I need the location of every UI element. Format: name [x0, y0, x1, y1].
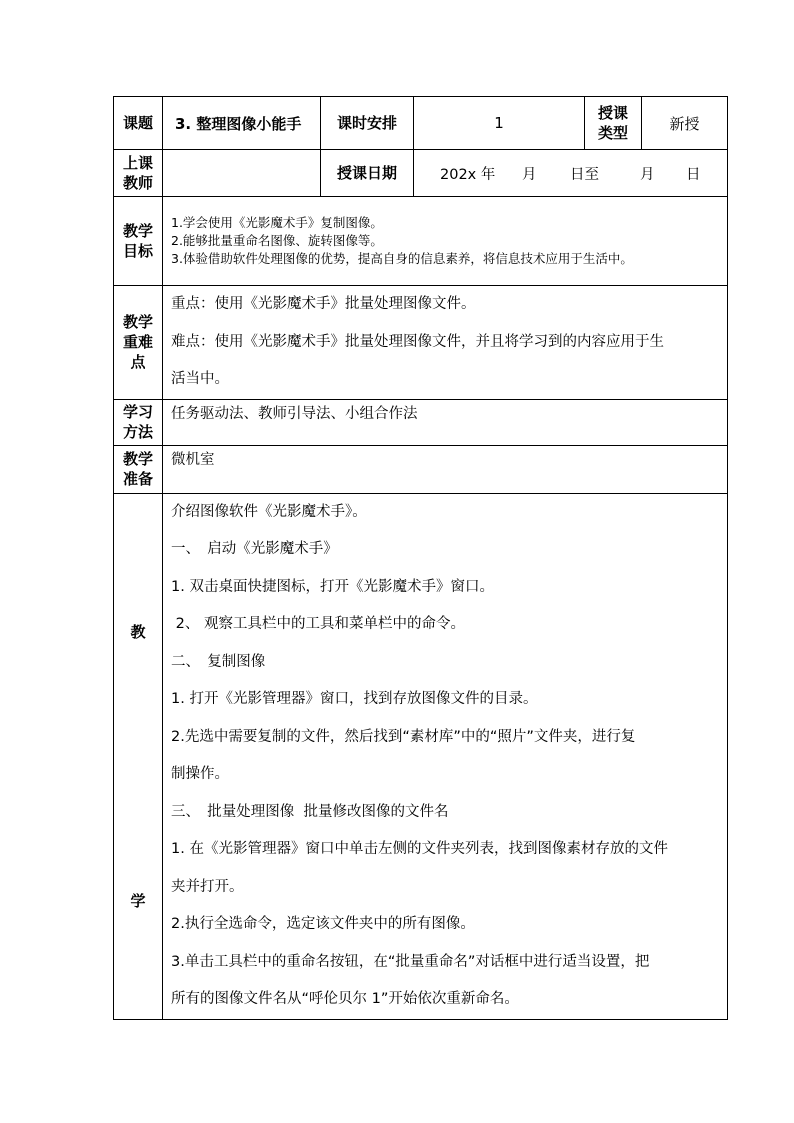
process-content: [163, 493, 728, 1019]
hours-value: 1: [414, 97, 585, 150]
prep-label: 教学准备: [114, 445, 163, 493]
process-line: 三、 批量处理图像 批量修改图像的文件名: [171, 803, 449, 820]
date-day-2: 日: [686, 166, 701, 183]
date-year: 202x 年: [440, 166, 496, 183]
process-row: [114, 493, 728, 1019]
prep-value: 微机室: [163, 445, 728, 493]
type-label: 授课类型: [585, 97, 642, 150]
key-points-label: 教学重难点: [114, 286, 163, 400]
process-line: 1. 在《光影管理器》窗口中单击左侧的文件夹列表，找到图像素材存放的文件: [171, 841, 668, 857]
key-points-row: [114, 286, 728, 400]
process-line: 制操作。: [171, 766, 229, 782]
key-point-line: 难点：使用《光影魔术手》批量处理图像文件，并且将学习到的内容应用于生: [171, 333, 664, 350]
teacher-value: [163, 150, 321, 197]
key-point-line: 活当中。: [171, 371, 229, 387]
goals-row: [114, 197, 728, 286]
method-row: [114, 399, 728, 445]
method-value: 任务驱动法、教师引导法、小组合作法: [163, 399, 728, 445]
process-line: 二、 复制图像: [171, 653, 266, 670]
goals-label: 教学目标: [114, 197, 163, 286]
process-label-bottom: 学: [130, 891, 146, 910]
goal-item: 1.学会使用《光影魔术手》复制图像。: [171, 215, 383, 230]
process-label-top: 教: [130, 622, 146, 641]
process-line: 2、 观察工具栏中的工具和菜单栏中的命令。: [171, 616, 465, 632]
process-label: [114, 493, 163, 1019]
process-line: 3.单击工具栏中的重命名按钮，在“批量重命名”对话框中进行适当设置，把: [171, 953, 650, 970]
process-line: 1. 打开《光影管理器》窗口，找到存放图像文件的目录。: [171, 691, 538, 707]
teacher-row: [114, 150, 728, 197]
prep-row: [114, 445, 728, 493]
goals-content: [163, 197, 728, 286]
process-line: 2.执行全选命令，选定该文件夹中的所有图像。: [171, 916, 475, 932]
method-label: 学习方法: [114, 399, 163, 445]
process-line: 1. 双击桌面快捷图标，打开《光影魔术手》窗口。: [171, 578, 494, 595]
date-label: 授课日期: [321, 150, 414, 197]
date-value: [414, 150, 728, 197]
process-line: 所有的图像文件名从“呼伦贝尔 1”开始依次重新命名。: [171, 991, 519, 1007]
topic-label: 课题: [114, 97, 163, 150]
teacher-label: 上课教师: [114, 150, 163, 197]
date-month-1: 月: [522, 166, 537, 183]
lesson-plan-table: [113, 96, 728, 1020]
goal-item: 3.体验借助软件处理图像的优势，提高自身的信息素养，将信息技术应用于生活中。: [171, 251, 633, 266]
date-month-2: 月: [640, 166, 655, 183]
date-day-to: 日至: [570, 166, 599, 183]
type-value: 新授: [642, 97, 728, 150]
process-line: 介绍图像软件《光影魔术手》。: [171, 503, 367, 520]
key-points-content: [163, 286, 728, 400]
key-point-line: 重点：使用《光影魔术手》批量处理图像文件。: [171, 296, 476, 312]
topic-value: 3. 整理图像小能手: [163, 97, 321, 150]
process-line: 2.先选中需要复制的文件，然后找到“素材库”中的“照片”文件夹，进行复: [171, 728, 636, 745]
header-row: [114, 97, 728, 150]
goal-item: 2.能够批量重命名图像、旋转图像等。: [171, 233, 383, 248]
process-line: 夹并打开。: [171, 878, 244, 895]
hours-label: 课时安排: [321, 97, 414, 150]
process-line: 一、 启动《光影魔术手》: [171, 541, 338, 557]
